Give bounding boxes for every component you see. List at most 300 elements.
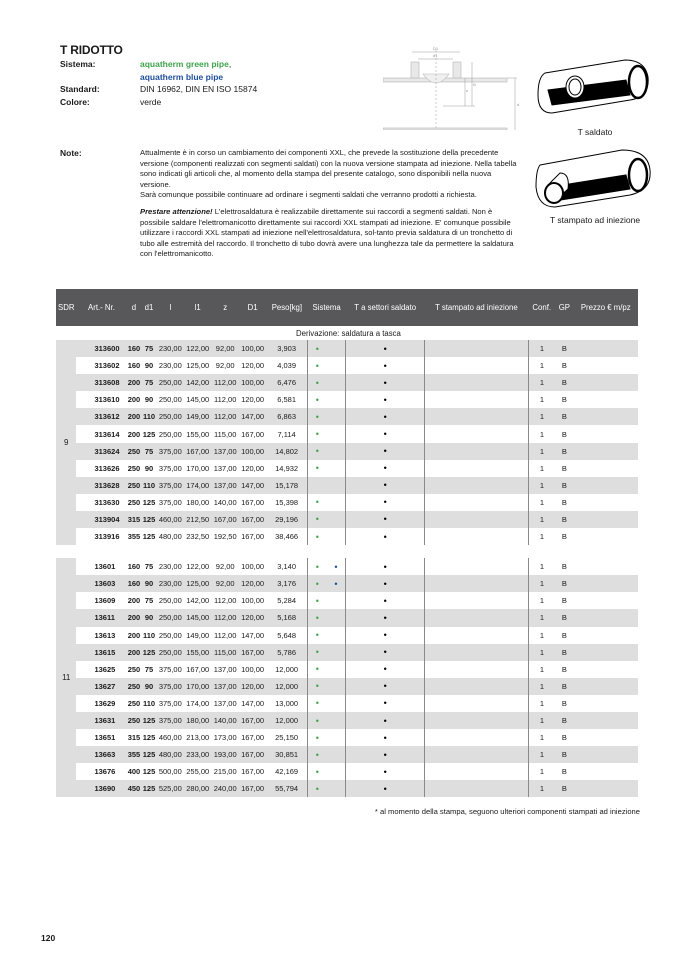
cell-peso: 42,169 [266, 763, 307, 780]
cell-d1: 90 [141, 575, 156, 592]
settori-dot: • [346, 340, 425, 357]
cell-art: 13613 [76, 627, 126, 644]
cell-d: 450 [126, 780, 141, 797]
cell-l1: 180,00 [184, 494, 211, 511]
cell-conf: 1 [528, 477, 555, 494]
cell-gp: B [555, 695, 573, 712]
cell-conf: 1 [528, 408, 555, 425]
column-header: d [126, 289, 141, 326]
cell-art: 13603 [76, 575, 126, 592]
sistema-green-dot: • [307, 644, 326, 661]
cell-peso: 30,851 [266, 746, 307, 763]
stampato-cell [425, 528, 529, 545]
table-row [56, 494, 638, 511]
settori-dot: • [346, 374, 425, 391]
cell-peso: 15,178 [266, 477, 307, 494]
stampato-cell [425, 494, 529, 511]
sistema-green-dot: • [307, 695, 326, 712]
cell-prezzo [574, 511, 639, 528]
column-header: l1 [184, 289, 211, 326]
note-paragraph-1: Attualmente è in corso un cambiamento dei componenti XXL, che prevede la sostituzione della precedente versione (componenti realizzati con segmenti saldati) con la nuova versione stampata ad iniezione. Nella tabella sono indicati gli articoli che, al momento della stampa del presente catalogo, sono disponibili nella nuova versione. Sarà comunque possibile continuare ad ordinare i segmenti saldati che verranno prodotti a richiesta. [140, 148, 517, 200]
cell-d: 200 [126, 374, 141, 391]
table-row [56, 609, 638, 626]
settori-dot: • [346, 528, 425, 545]
cell-d1: 147,00 [239, 627, 266, 644]
column-header: Sistema [307, 289, 345, 326]
cell-d1: 75 [141, 661, 156, 678]
cell-conf: 1 [528, 425, 555, 442]
cell-d1: 120,00 [239, 575, 266, 592]
cell-l1: 212,50 [184, 511, 211, 528]
sistema-blue-dot [327, 357, 346, 374]
cell-conf: 1 [528, 678, 555, 695]
cell-peso: 14,802 [266, 443, 307, 460]
cell-z: 240,00 [211, 780, 238, 797]
cell-z: 137,00 [211, 443, 238, 460]
cell-d1: 125 [141, 712, 156, 729]
cell-conf: 1 [528, 627, 555, 644]
column-header: d1 [141, 289, 156, 326]
cell-peso: 12,000 [266, 712, 307, 729]
settori-dot: • [346, 477, 425, 494]
cell-gp: B [555, 609, 573, 626]
cell-prezzo [574, 729, 639, 746]
cell-art: 13676 [76, 763, 126, 780]
cell-d: 400 [126, 763, 141, 780]
cell-z: 92,00 [211, 575, 238, 592]
cell-art: 13601 [76, 558, 126, 575]
cell-d: 250 [126, 460, 141, 477]
column-header: D1 [239, 289, 266, 326]
stampato-cell [425, 592, 529, 609]
cell-d1: 100,00 [239, 374, 266, 391]
stampato-cell [425, 746, 529, 763]
cell-art: 13631 [76, 712, 126, 729]
sistema-blue-dot [327, 528, 346, 545]
sistema-blue-dot: • [327, 575, 346, 592]
settori-dot: • [346, 357, 425, 374]
cell-art: 313612 [76, 408, 126, 425]
caption-t-saldato: T saldato [577, 127, 613, 137]
sistema-blue-dot [327, 695, 346, 712]
cell-d1: 125 [141, 644, 156, 661]
cell-d1: 110 [141, 627, 156, 644]
sistema-green-dot: • [307, 661, 326, 678]
table-row [56, 763, 638, 780]
table-row [56, 391, 638, 408]
column-header: Prezzo € m/pz [574, 289, 639, 326]
cell-z: 115,00 [211, 425, 238, 442]
cell-d1: 90 [141, 357, 156, 374]
stampato-cell [425, 780, 529, 797]
cell-art: 13625 [76, 661, 126, 678]
cell-peso: 5,648 [266, 627, 307, 644]
standard-value: DIN 16962, DIN EN ISO 15874 [140, 84, 258, 94]
cell-gp: B [555, 729, 573, 746]
settori-dot: • [346, 425, 425, 442]
cell-d: 315 [126, 511, 141, 528]
sistema-blue-dot [327, 712, 346, 729]
cell-conf: 1 [528, 780, 555, 797]
settori-dot: • [346, 511, 425, 528]
settori-dot: • [346, 627, 425, 644]
cell-prezzo [574, 357, 639, 374]
sistema-blue-dot [327, 763, 346, 780]
cell-d1: 75 [141, 592, 156, 609]
cell-gp: B [555, 661, 573, 678]
table-row [56, 408, 638, 425]
cell-l: 480,00 [157, 746, 184, 763]
cell-peso: 13,000 [266, 695, 307, 712]
table-row [56, 460, 638, 477]
cell-gp: B [555, 678, 573, 695]
cell-d1: 120,00 [239, 460, 266, 477]
table-row [56, 511, 638, 528]
sistema-blue-dot [327, 729, 346, 746]
cell-d1: 167,00 [239, 494, 266, 511]
settori-dot: • [346, 746, 425, 763]
cell-conf: 1 [528, 661, 555, 678]
cell-gp: B [555, 477, 573, 494]
sistema-blue-dot [327, 460, 346, 477]
cell-l: 375,00 [157, 678, 184, 695]
cell-peso: 3,176 [266, 575, 307, 592]
settori-dot: • [346, 712, 425, 729]
standard-label: Standard: [60, 84, 100, 94]
table-row [56, 592, 638, 609]
cell-conf: 1 [528, 712, 555, 729]
cell-prezzo [574, 592, 639, 609]
cell-l: 250,00 [157, 609, 184, 626]
note-label: Note: [60, 148, 82, 158]
cell-l1: 174,00 [184, 695, 211, 712]
product-meta [60, 58, 257, 108]
cell-conf: 1 [528, 695, 555, 712]
settori-dot: • [346, 391, 425, 408]
cell-d: 200 [126, 408, 141, 425]
sistema-blue-dot [327, 592, 346, 609]
cell-gp: B [555, 511, 573, 528]
stampato-cell [425, 712, 529, 729]
sistema-blue: aquatherm blue pipe [140, 71, 224, 82]
cell-d1: 167,00 [239, 511, 266, 528]
settori-dot: • [346, 408, 425, 425]
cell-prezzo [574, 609, 639, 626]
cell-conf: 1 [528, 609, 555, 626]
table-row [56, 477, 638, 494]
colore-row [60, 96, 257, 109]
sistema-blue-dot [327, 477, 346, 494]
cell-l1: 232,50 [184, 528, 211, 545]
cell-prezzo [574, 746, 639, 763]
cell-d: 160 [126, 558, 141, 575]
cell-d: 250 [126, 494, 141, 511]
cell-d1: 167,00 [239, 644, 266, 661]
cell-gp: B [555, 627, 573, 644]
cell-prezzo [574, 391, 639, 408]
table-row [56, 729, 638, 746]
cell-prezzo [574, 460, 639, 477]
cell-z: 137,00 [211, 678, 238, 695]
cell-peso: 12,000 [266, 661, 307, 678]
svg-text:d: d [517, 102, 520, 107]
cell-l: 250,00 [157, 374, 184, 391]
cell-gp: B [555, 494, 573, 511]
sistema-green: aquatherm green pipe [140, 59, 229, 69]
cell-gp: B [555, 443, 573, 460]
column-header: T a settori saldato [346, 289, 425, 326]
cell-peso: 6,476 [266, 374, 307, 391]
note-section [60, 148, 520, 266]
cell-prezzo [574, 712, 639, 729]
cell-d1: 120,00 [239, 678, 266, 695]
sistema-blue-dot [327, 661, 346, 678]
table-row [56, 678, 638, 695]
settori-dot: • [346, 460, 425, 477]
cell-z: 92,00 [211, 357, 238, 374]
cell-prezzo [574, 477, 639, 494]
settori-dot: • [346, 695, 425, 712]
cell-conf: 1 [528, 528, 555, 545]
cell-l: 375,00 [157, 460, 184, 477]
column-header: GP [555, 289, 573, 326]
sistema-green-dot: • [307, 494, 326, 511]
cell-art: 13611 [76, 609, 126, 626]
stampato-cell [425, 460, 529, 477]
cell-l: 480,00 [157, 528, 184, 545]
cell-l: 375,00 [157, 712, 184, 729]
cell-d1: 110 [141, 695, 156, 712]
cell-l1: 142,00 [184, 374, 211, 391]
cell-gp: B [555, 780, 573, 797]
cell-d1: 110 [141, 408, 156, 425]
stampato-cell [425, 575, 529, 592]
cell-l: 525,00 [157, 780, 184, 797]
stampato-cell [425, 558, 529, 575]
svg-text:z: z [466, 88, 468, 93]
table-row [56, 558, 638, 575]
cell-d: 250 [126, 443, 141, 460]
cell-d1: 125 [141, 425, 156, 442]
cell-l: 230,00 [157, 558, 184, 575]
cell-d1: 100,00 [239, 443, 266, 460]
cell-d: 200 [126, 592, 141, 609]
column-header: SDR [56, 289, 76, 326]
sistema-green-dot [307, 477, 326, 494]
sistema-blue-dot [327, 627, 346, 644]
stampato-cell [425, 357, 529, 374]
cell-l: 250,00 [157, 627, 184, 644]
sistema-row [60, 58, 257, 71]
cell-l: 375,00 [157, 477, 184, 494]
cell-conf: 1 [528, 443, 555, 460]
cell-d: 200 [126, 609, 141, 626]
cell-prezzo [574, 780, 639, 797]
colore-value: verde [140, 96, 162, 107]
cell-prezzo [574, 763, 639, 780]
cell-conf: 1 [528, 391, 555, 408]
cell-l1: 145,00 [184, 391, 211, 408]
settori-dot: • [346, 609, 425, 626]
sistema-green-dot: • [307, 746, 326, 763]
stampato-cell [425, 477, 529, 494]
cell-peso: 6,581 [266, 391, 307, 408]
cell-gp: B [555, 558, 573, 575]
sistema-green-dot: • [307, 391, 326, 408]
cell-peso: 5,168 [266, 609, 307, 626]
cell-gp: B [555, 644, 573, 661]
stampato-cell [425, 425, 529, 442]
sistema-blue-dot [327, 780, 346, 797]
sistema-blue-dot [327, 408, 346, 425]
cell-d1: 75 [141, 443, 156, 460]
cell-d1: 167,00 [239, 729, 266, 746]
cell-d: 250 [126, 678, 141, 695]
cell-z: 137,00 [211, 477, 238, 494]
tee-dimension-diagram [383, 42, 528, 130]
sistema-blue-dot [327, 425, 346, 442]
settori-dot: • [346, 644, 425, 661]
cell-l: 375,00 [157, 494, 184, 511]
cell-d: 200 [126, 391, 141, 408]
cell-z: 140,00 [211, 712, 238, 729]
cell-z: 92,00 [211, 558, 238, 575]
table-header-row [56, 289, 638, 326]
sistema-green-dot: • [307, 408, 326, 425]
cell-d1: 120,00 [239, 609, 266, 626]
cell-l: 375,00 [157, 695, 184, 712]
settori-dot: • [346, 443, 425, 460]
cell-peso: 14,932 [266, 460, 307, 477]
cell-d: 160 [126, 357, 141, 374]
table-row [56, 425, 638, 442]
sistema-blue-dot [327, 391, 346, 408]
page-title: T RIDOTTO [60, 43, 123, 57]
cell-l1: 125,00 [184, 575, 211, 592]
cell-prezzo [574, 678, 639, 695]
settori-dot: • [346, 729, 425, 746]
footnote: * al momento della stampa, seguono ulteriori componenti stampati ad iniezione [374, 807, 640, 816]
sdr-cell: 9 [56, 340, 76, 545]
cell-d1: 125 [141, 763, 156, 780]
cell-d1: 167,00 [239, 763, 266, 780]
cell-gp: B [555, 712, 573, 729]
sistema-green-dot: • [307, 460, 326, 477]
cell-d1: 120,00 [239, 357, 266, 374]
sistema-blue-dot [327, 494, 346, 511]
colore-label: Colore: [60, 96, 90, 107]
cell-art: 13609 [76, 592, 126, 609]
sistema-blue-dot: • [327, 558, 346, 575]
cell-l1: 155,00 [184, 425, 211, 442]
cell-z: 112,00 [211, 374, 238, 391]
cell-z: 92,00 [211, 340, 238, 357]
cell-d1: 147,00 [239, 408, 266, 425]
cell-l1: 155,00 [184, 644, 211, 661]
cell-art: 313600 [76, 340, 126, 357]
cell-gp: B [555, 374, 573, 391]
cell-l1: 170,00 [184, 460, 211, 477]
cell-d1: 100,00 [239, 340, 266, 357]
cell-l1: 167,00 [184, 661, 211, 678]
cell-conf: 1 [528, 763, 555, 780]
cell-z: 112,00 [211, 408, 238, 425]
stampato-cell [425, 408, 529, 425]
cell-prezzo [574, 374, 639, 391]
cell-peso: 5,786 [266, 644, 307, 661]
cell-d1: 75 [141, 558, 156, 575]
cell-z: 112,00 [211, 391, 238, 408]
cell-l1: 180,00 [184, 712, 211, 729]
cell-l: 375,00 [157, 661, 184, 678]
cell-l: 500,00 [157, 763, 184, 780]
cell-conf: 1 [528, 374, 555, 391]
cell-d1: 100,00 [239, 592, 266, 609]
sistema-green-dot: • [307, 712, 326, 729]
table-row [56, 780, 638, 797]
cell-d: 250 [126, 477, 141, 494]
column-header: Conf. [528, 289, 555, 326]
stampato-cell [425, 391, 529, 408]
cell-conf: 1 [528, 340, 555, 357]
cell-peso: 3,140 [266, 558, 307, 575]
cell-d1: 100,00 [239, 661, 266, 678]
cell-z: 192,50 [211, 528, 238, 545]
sistema-blue-dot [327, 340, 346, 357]
cell-art: 313608 [76, 374, 126, 391]
sdr-cell: 11 [56, 558, 76, 797]
sistema-green-dot: • [307, 443, 326, 460]
caption-t-stampato: T stampato ad iniezione [549, 215, 641, 225]
column-header: Art.- Nr. [76, 289, 126, 326]
cell-d1: 125 [141, 746, 156, 763]
cell-l1: 170,00 [184, 678, 211, 695]
stampato-cell [425, 609, 529, 626]
sistema-blue-dot [327, 609, 346, 626]
cell-peso: 55,794 [266, 780, 307, 797]
settori-dot: • [346, 763, 425, 780]
cell-conf: 1 [528, 511, 555, 528]
cell-z: 173,00 [211, 729, 238, 746]
sistema-blue-dot [327, 644, 346, 661]
cell-peso: 7,114 [266, 425, 307, 442]
cell-d: 250 [126, 712, 141, 729]
sistema-green-dot: • [307, 575, 326, 592]
table-row [56, 340, 638, 357]
cell-l1: 149,00 [184, 627, 211, 644]
cell-l: 230,00 [157, 340, 184, 357]
cell-l: 250,00 [157, 391, 184, 408]
cell-conf: 1 [528, 592, 555, 609]
cell-prezzo [574, 661, 639, 678]
cell-l1: 149,00 [184, 408, 211, 425]
cell-peso: 25,150 [266, 729, 307, 746]
settori-dot: • [346, 592, 425, 609]
svg-text:d1: d1 [433, 53, 438, 58]
cell-d: 200 [126, 644, 141, 661]
cell-art: 313916 [76, 528, 126, 545]
svg-text:l1: l1 [473, 82, 477, 87]
cell-conf: 1 [528, 357, 555, 374]
cell-l1: 122,00 [184, 558, 211, 575]
cell-gp: B [555, 357, 573, 374]
cell-prezzo [574, 528, 639, 545]
settori-dot: • [346, 494, 425, 511]
cell-d1: 75 [141, 340, 156, 357]
table-row [56, 746, 638, 763]
sistema-green-dot: • [307, 763, 326, 780]
cell-d: 250 [126, 661, 141, 678]
